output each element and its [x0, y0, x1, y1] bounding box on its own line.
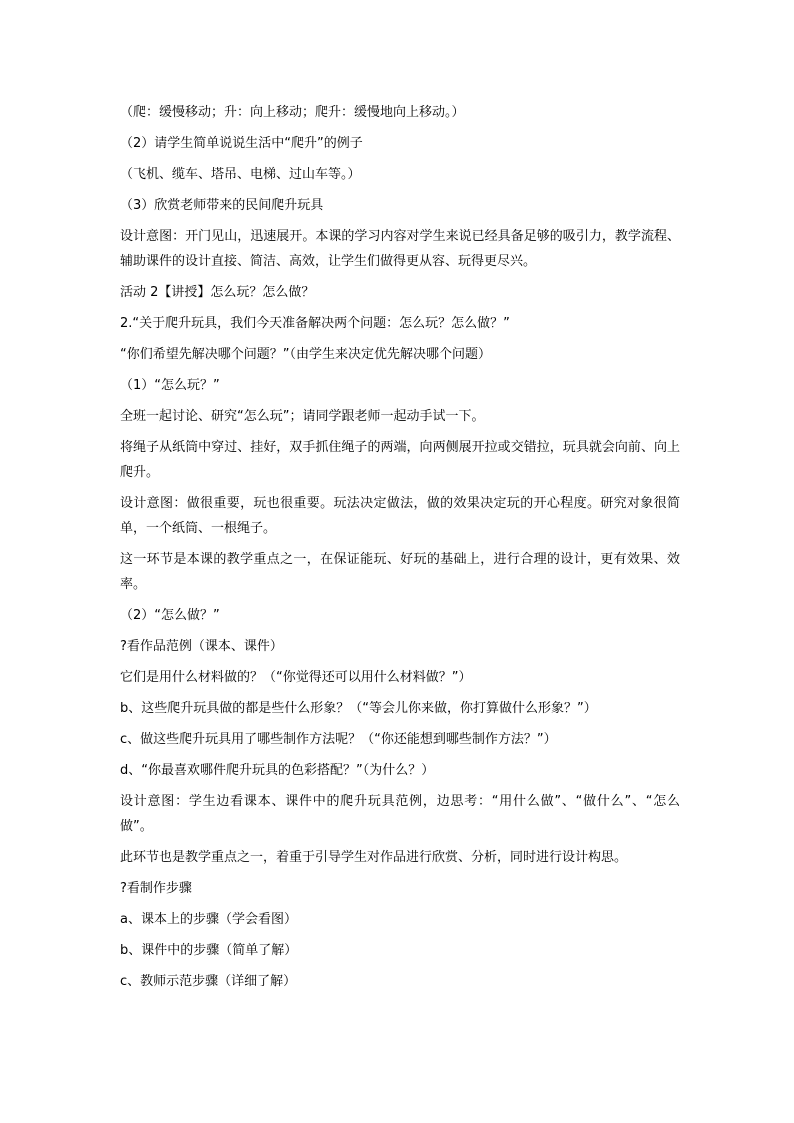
paragraph-how-to-make-heading: （2）“怎么做？” [120, 608, 220, 623]
paragraph-step-3: （3）欣赏老师带来的民间爬升玩具 [120, 198, 324, 213]
paragraph-rope-instructions: 将绳子从纸筒中穿过、挂好，双手抓住绳子的两端，向两侧展开拉或交错拉，玩具就会向前、向上爬升。 [120, 440, 680, 480]
paragraph-question-b: b、这些爬升玩具做的都是些什么形象？（“等会儿你来做，你打算做什么形象？”） [120, 701, 597, 716]
paragraph-steps-b: b、课件中的步骤（简单了解） [120, 943, 298, 958]
paragraph-two-questions: 2.“关于爬升玩具，我们今天准备解决两个问题：怎么玩？怎么做？” [120, 316, 510, 331]
paragraph-activity-2-heading: 活动 2【讲授】怎么玩？怎么做？ [120, 285, 315, 300]
paragraph-step-2: （2）请学生简单说说生活中“爬升”的例子 [120, 136, 363, 151]
paragraph-examples: （飞机、缆车、塔吊、电梯、过山车等。） [120, 167, 361, 182]
paragraph-teaching-focus-1: 这一环节是本课的教学重点之一，在保证能玩、好玩的基础上，进行合理的设计，更有效果、效率。 [120, 552, 680, 592]
paragraph-steps-c: c、教师示范步骤（详细了解） [120, 974, 297, 989]
paragraph-which-first: “你们希望先解决哪个问题？”（由学生来决定优先解决哪个问题） [120, 347, 491, 362]
paragraph-teaching-focus-2: 此环节也是教学重点之一，着重于引导学生对作品进行欣赏、分析，同时进行设计构思。 [120, 850, 628, 865]
paragraph-view-examples: ?看作品范例（课本、课件） [120, 639, 283, 654]
paragraph-design-intent-1: 设计意图：开门见山，迅速展开。本课的学习内容对学生来说已经具备足够的吸引力，教学流程、辅助课件的设计直接、简洁、高效，让学生们做得更从容、玩得更尽兴。 [120, 229, 680, 269]
paragraph-design-intent-3: 设计意图：学生边看课本、课件中的爬升玩具范例，边思考：“用什么做”、“做什么”、“怎么做”。 [120, 794, 680, 834]
paragraph-view-steps: ?看制作步骤 [120, 881, 192, 896]
paragraph-discuss-play: 全班一起讨论、研究“怎么玩”；请同学跟老师一起动手试一下。 [120, 409, 485, 424]
paragraph-question-materials: 它们是用什么材料做的？（“你觉得还可以用什么材料做？”） [120, 670, 472, 685]
document-body [120, 100, 680, 1000]
paragraph-how-to-play-heading: （1）“怎么玩？” [120, 378, 220, 393]
paragraph-steps-a: a、课本上的步骤（学会看图） [120, 912, 297, 927]
paragraph-question-d: d、“你最喜欢哪件爬升玩具的色彩搭配？”（为什么？） [120, 763, 435, 778]
paragraph-design-intent-2: 设计意图：做很重要，玩也很重要。玩法决定做法，做的效果决定玩的开心程度。研究对象很简单，一个纸筒、一根绳子。 [120, 496, 680, 536]
paragraph-zhisheng-meaning: （爬：缓慢移动；升：向上移动；爬升：缓慢地向上移动。） [120, 105, 465, 120]
paragraph-question-c: c、做这些爬升玩具用了哪些制作方法呢？（“你还能想到哪些制作方法？”） [120, 732, 557, 747]
